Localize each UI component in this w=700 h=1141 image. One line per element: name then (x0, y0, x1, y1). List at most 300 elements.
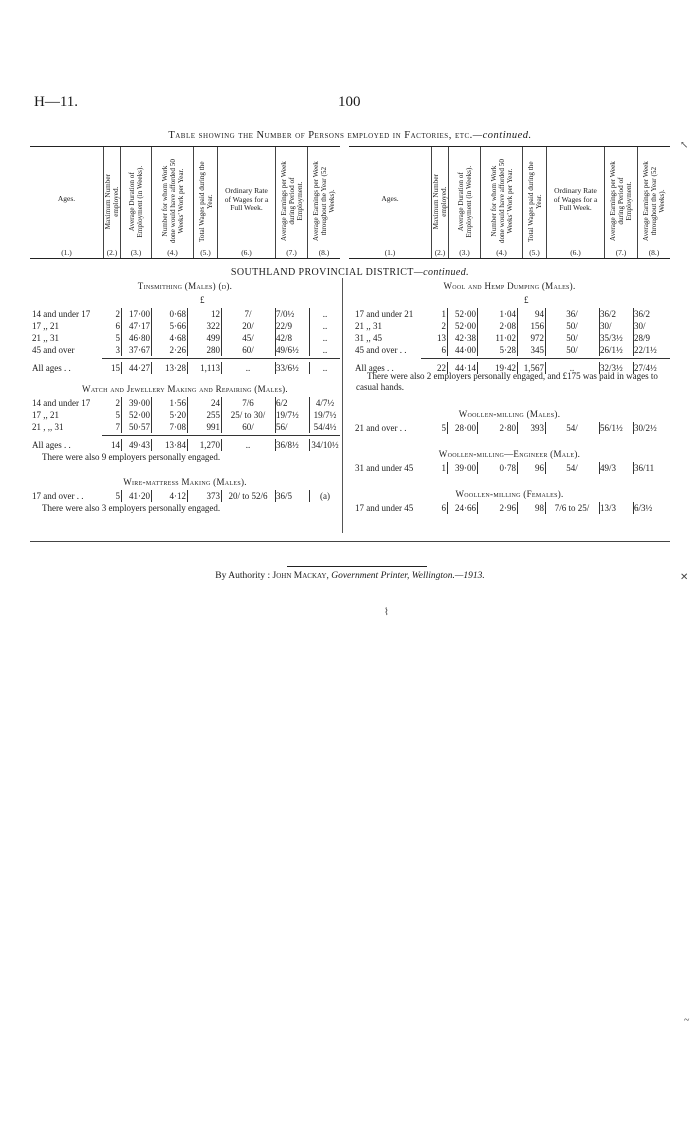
females-row-cell: 13/3 (600, 503, 617, 513)
header-num-4: (4.) (167, 248, 178, 257)
cell-rule (121, 397, 122, 409)
cell-rule (221, 490, 222, 502)
cell-rule (517, 462, 518, 474)
header-num-7-r: (7.) (615, 248, 627, 257)
engineer-row-cell: 49/3 (600, 463, 617, 473)
wool-row-cell: 36/2 (634, 309, 651, 319)
header-avg-emp-r (605, 147, 638, 258)
watch-row-cell: 19/7½ (313, 410, 337, 420)
header-ages (30, 147, 104, 258)
tinsmithing-total-cell: 13·28 (165, 363, 186, 373)
tinsmithing-row-cell: 2 (115, 309, 120, 319)
cell-rule (275, 308, 276, 320)
watch-total-cell: 1,270 (199, 440, 220, 450)
cell-rule (187, 308, 188, 320)
header-avg-year (308, 147, 340, 258)
cell-rule (221, 409, 222, 421)
margin-mark-top: ↖ (680, 140, 689, 151)
margin-mark-center: ⌇ (384, 607, 389, 618)
margin-mark-mid: ✕ (680, 572, 689, 583)
females-row-cell: 98 (535, 503, 544, 513)
tinsmithing-row-cell: 46·80 (129, 333, 150, 343)
cell-rule (633, 502, 634, 514)
cell-rule (447, 332, 448, 344)
cell-rule (187, 320, 188, 332)
wool-row-cell: 45 and over . . (355, 345, 407, 355)
cell-rule (151, 439, 152, 451)
woollen-row-cell: 56/1½ (600, 423, 623, 433)
woollen-row-cell: 393 (530, 423, 544, 433)
header-num-6: (6.) (241, 248, 252, 257)
cell-rule (447, 308, 448, 320)
cell-rule (309, 397, 310, 409)
tinsmithing-row-cell: 0·68 (169, 309, 186, 319)
header-num-1-r: (1.) (384, 248, 396, 257)
header-max-label-r: Maximum Number employed. (432, 173, 448, 229)
header-max-label: Maximum Number employed. (104, 173, 120, 229)
cell-rule (309, 308, 310, 320)
cell-rule (545, 362, 546, 374)
header-avg-year-label: Average Earnings per Week throughout the Year (52 Weeks). (312, 160, 336, 241)
watch-total-cell: All ages . . (32, 440, 71, 450)
header-num-2: (2.) (106, 248, 118, 257)
cell-rule (517, 362, 518, 374)
cell-rule (309, 332, 310, 344)
cell-rule (599, 362, 600, 374)
wool-row-cell: 13 (437, 333, 446, 343)
header-ordinary-label: Ordinary Rate of Wages for a Full Week. (224, 186, 269, 212)
header-duration-label: Average Duration of Employment (in Weeks). (128, 165, 144, 238)
header-fifty-r (481, 147, 523, 258)
wool-total-cell: 1,567 (523, 363, 544, 373)
cell-rule (309, 320, 310, 332)
wool-row-cell: 345 (530, 345, 544, 355)
cell-rule (545, 320, 546, 332)
cell-rule (151, 344, 152, 356)
cell-rule (275, 490, 276, 502)
engineer-row-cell: 39·00 (455, 463, 476, 473)
watch-row-cell: 5 (115, 410, 120, 420)
females-row-cell: 6 (441, 503, 446, 513)
females-row-cell: 24·66 (455, 503, 476, 513)
cell-rule (633, 308, 634, 320)
header-num-3: (3.) (130, 248, 142, 257)
cell-rule (517, 308, 518, 320)
cell-rule (187, 439, 188, 451)
header-ages-label: Ages. (57, 194, 76, 203)
cell-rule (151, 409, 152, 421)
wool-row-cell: 30/ (634, 321, 646, 331)
wool-row-cell: 156 (530, 321, 544, 331)
tinsmithing-row-cell: 45 and over (32, 345, 75, 355)
tinsmithing-total-cell: 33/6½ (276, 363, 299, 373)
table-bottom-rule (30, 541, 670, 542)
wool-row-cell: 94 (535, 309, 544, 319)
header-avg-year-r (638, 147, 670, 258)
header-num-2-r: (2.) (434, 248, 446, 257)
section-title-tinsmithing: Tinsmithing (Males) (d). (137, 281, 233, 291)
imprint (0, 571, 700, 581)
cell-rule (221, 421, 222, 433)
cell-rule (545, 422, 546, 434)
header-num-1: (1.) (61, 248, 72, 257)
cell-rule (477, 332, 478, 344)
section-title-woollen: Woollen-milling (Males). (458, 409, 561, 419)
wool-row-cell: 36/ (566, 309, 578, 319)
cell-rule (275, 332, 276, 344)
section-title-engineer: Woollen-milling—Engineer (Male). (438, 449, 581, 459)
wool-row-cell: 35/3½ (600, 333, 623, 343)
header-fifty (152, 147, 194, 258)
section-title-watch: Watch and Jewellery Making and Repairing (Males). (82, 384, 288, 394)
cell-rule (187, 409, 188, 421)
pound-sign-right: £ (524, 295, 529, 305)
cell-rule (275, 439, 276, 451)
woollen-row-cell: 2·80 (499, 423, 516, 433)
engineer-row-cell: 1 (441, 463, 446, 473)
females-row-cell: 7/6 to 25/ (554, 503, 590, 513)
cell-rule (633, 344, 634, 356)
tinsmithing-row-cell: .. (322, 309, 328, 319)
tinsmithing-row-cell: 7/0½ (276, 309, 295, 319)
tinsmithing-row-cell: 20/ (242, 321, 254, 331)
cell-rule (447, 502, 448, 514)
imprint-prefix: By Authority : (215, 571, 273, 581)
cell-rule (477, 422, 478, 434)
wool-row-cell: 1·04 (499, 309, 516, 319)
table-row (349, 320, 670, 332)
woollen-row-cell: 21 and over . . (355, 423, 407, 433)
watch-row-cell: 24 (211, 398, 220, 408)
tinsmithing-row-cell: 17 ,, 21 (32, 321, 59, 331)
watch-row-cell: 2 (115, 398, 120, 408)
watch-total-rule (102, 435, 340, 436)
note-watch: There were also 9 employers personally engaged. (42, 452, 221, 462)
cell-rule (633, 422, 634, 434)
cell-rule (221, 332, 222, 344)
watch-row-cell: 1·56 (169, 398, 186, 408)
tinsmithing-row-cell: 37·67 (129, 345, 150, 355)
tinsmithing-row-cell: 14 and under 17 (32, 309, 91, 319)
wool-total-cell: 32/3½ (600, 363, 623, 373)
header-num-5-r: (5.) (529, 248, 540, 257)
page-number: 100 (338, 94, 361, 110)
imprint-rest: Government Printer, Wellington.—1913. (328, 571, 485, 581)
wool-total-cell: 27/4½ (634, 363, 657, 373)
cell-rule (151, 320, 152, 332)
tinsmithing-total-cell: .. (245, 363, 251, 373)
wool-row-cell: 21 ,, 31 (355, 321, 382, 331)
tinsmithing-row-cell: 60/ (242, 345, 254, 355)
header-max-r (432, 147, 449, 258)
wool-row-cell: 972 (530, 333, 544, 343)
tinsmithing-row-cell: .. (322, 333, 328, 343)
wool-row-cell: 2 (441, 321, 446, 331)
table-row (30, 332, 340, 344)
tinsmithing-row-cell: 5·66 (169, 321, 186, 331)
tinsmithing-row-cell: 47·17 (129, 321, 150, 331)
wool-total-cell: 22 (437, 363, 446, 373)
district-continued: —continued. (413, 267, 470, 278)
header-ages-r (349, 147, 432, 258)
watch-row-cell: 7 (115, 422, 120, 432)
watch-row-cell: 17 ,, 21 (32, 410, 59, 420)
cell-rule (275, 344, 276, 356)
header-duration-r (449, 147, 481, 258)
cell-rule (151, 332, 152, 344)
cell-rule (275, 362, 276, 374)
tinsmithing-total-cell: All ages . . (32, 363, 71, 373)
tinsmithing-row-cell: 322 (206, 321, 220, 331)
cell-rule (309, 421, 310, 433)
cell-rule (447, 362, 448, 374)
wool-row-cell: 44·00 (455, 345, 476, 355)
cell-rule (121, 490, 122, 502)
note-wool: There were also 2 employers personally engaged, and £175 was paid in wages to casual hands. (356, 371, 658, 392)
cell-rule (309, 409, 310, 421)
wire-row-cell: (a) (320, 491, 330, 501)
watch-row-cell: 7·08 (169, 422, 186, 432)
cell-rule (275, 409, 276, 421)
header-num-8-r: (8.) (648, 248, 660, 257)
header-ordinary (218, 147, 276, 258)
header-num-3-r: (3.) (459, 248, 470, 257)
cell-rule (447, 462, 448, 474)
cell-rule (151, 490, 152, 502)
header-total-label-r: Total Wages paid during the Year. (526, 160, 543, 242)
table-row (30, 439, 340, 451)
table-row (30, 397, 340, 409)
table-row (349, 332, 670, 344)
cell-rule (599, 320, 600, 332)
tinsmithing-row-cell: .. (322, 321, 328, 331)
tinsmithing-row-cell: .. (322, 345, 328, 355)
cell-rule (477, 462, 478, 474)
cell-rule (121, 344, 122, 356)
cell-rule (517, 332, 518, 344)
header-num-5: (5.) (200, 248, 211, 257)
cell-rule (309, 344, 310, 356)
wool-row-cell: 52·00 (455, 321, 476, 331)
tinsmithing-row-cell: 45/ (242, 333, 254, 343)
cell-rule (477, 502, 478, 514)
tinsmithing-total-rule (102, 358, 340, 359)
woollen-row-cell: 28·00 (455, 423, 476, 433)
watch-row-cell: 25/ to 30/ (230, 410, 266, 420)
watch-row-cell: 991 (206, 422, 220, 432)
woollen-row-cell: 30/2½ (634, 423, 657, 433)
cell-rule (447, 422, 448, 434)
tinsmithing-total-cell: 1,113 (200, 363, 220, 373)
header-avg-year-label-r: Average Earnings per Week throughout the Year (52 Weeks). (642, 160, 666, 241)
district-heading (0, 267, 700, 278)
engineer-row-cell: 0·78 (499, 463, 516, 473)
tinsmithing-row-cell: 6 (115, 321, 120, 331)
cell-rule (447, 344, 448, 356)
watch-row-cell: 6/2 (276, 398, 288, 408)
watch-total-cell: .. (245, 440, 251, 450)
tinsmithing-row-cell: 4·68 (169, 333, 186, 343)
wool-row-cell: 1 (441, 309, 446, 319)
wool-total-cell: .. (569, 363, 575, 373)
cell-rule (121, 421, 122, 433)
cell-rule (187, 362, 188, 374)
cell-rule (517, 422, 518, 434)
watch-row-cell: 39·00 (129, 398, 150, 408)
cell-rule (221, 397, 222, 409)
wool-row-cell: 52·00 (455, 309, 476, 319)
cell-rule (633, 332, 634, 344)
table-row (349, 362, 670, 374)
wool-row-cell: 42·38 (455, 333, 476, 343)
table-row (349, 308, 670, 320)
wool-row-cell: 2·08 (499, 321, 516, 331)
section-title-wire: Wire-mattress Making (Males). (123, 477, 247, 487)
cell-rule (275, 397, 276, 409)
engineer-row-cell: 31 and under 45 (355, 463, 414, 473)
wool-row-cell: 50/ (566, 345, 578, 355)
wool-row-cell: 50/ (566, 321, 578, 331)
cell-rule (599, 422, 600, 434)
cell-rule (309, 439, 310, 451)
cell-rule (545, 332, 546, 344)
tinsmithing-row-cell: 42/8 (276, 333, 293, 343)
tinsmithing-row-cell: 21 ,, 31 (32, 333, 59, 343)
watch-row-cell: 7/6 (242, 398, 254, 408)
tinsmithing-row-cell: 3 (115, 345, 120, 355)
wool-row-cell: 28/9 (634, 333, 651, 343)
wool-row-cell: 26/1½ (600, 345, 623, 355)
tinsmithing-row-cell: 280 (206, 345, 220, 355)
cell-rule (151, 397, 152, 409)
wool-total-cell: All ages . . (355, 363, 394, 373)
watch-row-cell: 255 (206, 410, 220, 420)
cell-rule (221, 320, 222, 332)
wire-row-cell: 5 (115, 491, 120, 501)
header-num-4-r: (4.) (496, 248, 507, 257)
header-fifty-label: Number for whom Work done would have afforded 50 Weeks' Work per Year. (160, 158, 185, 243)
table-row (30, 308, 340, 320)
cell-rule (309, 362, 310, 374)
wool-row-cell: 6 (441, 345, 446, 355)
table-title-continued: —continued. (472, 130, 532, 141)
cell-rule (221, 362, 222, 374)
table-row (30, 362, 340, 374)
district-name: SOUTHLAND PROVINCIAL DISTRICT (230, 267, 414, 278)
table-row (349, 462, 670, 474)
watch-total-cell: 36/8½ (276, 440, 299, 450)
watch-total-cell: 14 (111, 440, 120, 450)
table-title (0, 130, 700, 141)
cell-rule (275, 320, 276, 332)
table-row (30, 421, 340, 433)
watch-row-cell: 14 and under 17 (32, 398, 91, 408)
cell-rule (121, 308, 122, 320)
header-ages-label-r: Ages. (381, 194, 399, 203)
tinsmithing-row-cell: 2·26 (169, 345, 186, 355)
cell-rule (517, 502, 518, 514)
header-fifty-label-r: Number for whom Work done would have afforded 50 Weeks' Work per Year. (489, 158, 514, 243)
females-row-cell: 2·96 (499, 503, 516, 513)
header-ordinary-label-r: Ordinary Rate of Wages for a Full Week. (553, 186, 598, 212)
section-title-wool: Wool and Hemp Dumping (Males). (443, 281, 576, 291)
cell-rule (121, 439, 122, 451)
page-identifier: H—11. (34, 94, 79, 110)
header-num-8: (8.) (318, 248, 330, 257)
cell-rule (121, 362, 122, 374)
table-row (30, 320, 340, 332)
watch-total-cell: 13·84 (165, 440, 186, 450)
table-row (30, 490, 340, 502)
tinsmithing-row-cell: 499 (206, 333, 220, 343)
tinsmithing-total-cell: 44·27 (129, 363, 150, 373)
cell-rule (151, 362, 152, 374)
cell-rule (633, 462, 634, 474)
cell-rule (477, 320, 478, 332)
wool-row-cell: 30/ (600, 321, 612, 331)
wool-total-cell: 19·42 (495, 363, 516, 373)
watch-row-cell: 4/7½ (315, 398, 335, 408)
wire-row-cell: 20/ to 52/6 (228, 491, 268, 501)
header-avg-emp (276, 147, 308, 258)
cell-rule (633, 320, 634, 332)
cell-rule (545, 502, 546, 514)
tinsmithing-row-cell: 12 (211, 309, 220, 319)
cell-rule (187, 490, 188, 502)
section-title-females: Woollen-milling (Females). (455, 489, 564, 499)
wire-row-cell: 17 and over . . (32, 491, 84, 501)
cell-rule (517, 320, 518, 332)
header-max (104, 147, 121, 258)
header-total (194, 147, 218, 258)
header-num-6-r: (6.) (570, 248, 581, 257)
header-band-right (349, 146, 670, 259)
table-row (349, 344, 670, 356)
cell-rule (221, 439, 222, 451)
cell-rule (221, 344, 222, 356)
watch-row-cell: 5·20 (169, 410, 186, 420)
cell-rule (633, 362, 634, 374)
watch-row-cell: 56/ (276, 422, 288, 432)
watch-row-cell: 50·57 (129, 422, 150, 432)
tinsmithing-row-cell: 5 (115, 333, 120, 343)
tinsmithing-total-cell: 15 (111, 363, 120, 373)
table-row (30, 344, 340, 356)
table-row (349, 422, 670, 434)
header-band-left (30, 146, 340, 259)
cell-rule (151, 308, 152, 320)
engineer-row-cell: 96 (535, 463, 544, 473)
cell-rule (477, 362, 478, 374)
wool-row-cell: 50/ (566, 333, 578, 343)
header-total-r (523, 147, 547, 258)
tinsmithing-row-cell: 17·00 (129, 309, 150, 319)
engineer-row-cell: 54/ (566, 463, 578, 473)
tinsmithing-row-cell: 49/6½ (276, 345, 299, 355)
table-row (349, 502, 670, 514)
header-total-label: Total Wages paid during the Year. (197, 160, 214, 242)
watch-row-cell: 19/7½ (276, 410, 299, 420)
watch-row-cell: 54/4½ (313, 422, 337, 432)
cell-rule (477, 308, 478, 320)
cell-rule (545, 308, 546, 320)
watch-row-cell: 52·00 (129, 410, 150, 420)
cell-rule (599, 344, 600, 356)
imprint-printer: John Mackay, (272, 571, 329, 581)
watch-row-cell: 21 , ,, 31 (32, 422, 64, 432)
note-wire: There were also 3 employers personally engaged. (42, 503, 221, 513)
pound-sign: £ (200, 295, 205, 305)
